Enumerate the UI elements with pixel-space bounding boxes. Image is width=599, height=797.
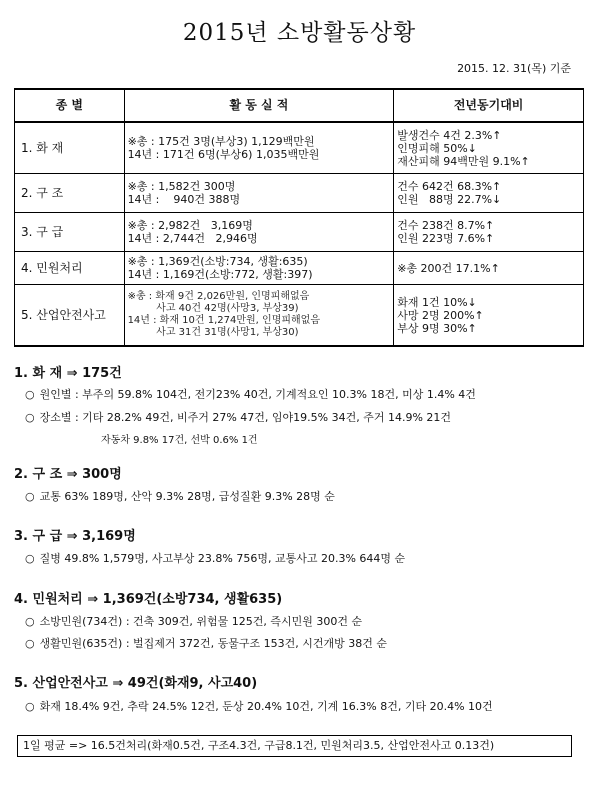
row-category: 5. 산업안전사고	[15, 285, 125, 347]
row-comparison	[394, 252, 584, 285]
row-comparison	[394, 122, 584, 174]
comparison-line: 발생건수 4건 2.3%↑	[397, 128, 502, 142]
comparison-line: 재산피해 94백만원 9.1%↑	[397, 154, 530, 168]
comparison-line: 화재 1건 10%↓	[397, 295, 477, 309]
performance-line: 14년 : 화재 10건 1,274만원, 인명피해없음	[127, 315, 321, 326]
row-comparison	[394, 285, 584, 347]
table-row	[15, 174, 584, 213]
performance-line: ※총 : 175건 3명(부상3) 1,129백만원	[127, 135, 315, 148]
performance-line: ※총 : 1,582건 300명	[127, 180, 236, 193]
section-heading-fire: 1. 화 재 ⇒ 175건	[14, 366, 122, 381]
item-text: 소방민원(734건) : 건축 309건, 위험물 125건, 즉시민원 300건 순	[39, 615, 363, 628]
item-text: 화재 18.4% 9건, 추락 24.5% 12건, 둔상 20.4% 10건, 기계 16.3% 8건, 기타 20.4% 10건	[39, 700, 493, 713]
item-text: 원인별 : 부주의 59.8% 104건, 전기23% 40건, 기계적요인 10.3% 18건, 미상 1.4% 4건	[39, 388, 476, 401]
item-text: 생활민원(635건) : 벌집제거 372건, 동물구조 153건, 시건개방 38건 순	[39, 637, 387, 650]
bullet-icon: ○	[25, 615, 35, 628]
comparison-line: 건수 642건 68.3%↑	[397, 180, 502, 193]
performance-line: 14년 : 2,744건 2,946명	[127, 232, 258, 245]
row-performance	[124, 174, 394, 213]
table-header-row	[15, 89, 584, 122]
section-heading-civil: 4. 민원처리 ⇒ 1,369건(소방734, 생활635)	[14, 592, 283, 607]
item-continuation: 자동차 9.8% 17건, 선박 0.6% 1건	[101, 435, 258, 446]
row-category: 4. 민원처리	[15, 252, 125, 285]
table-row	[15, 213, 584, 252]
item-text: 질병 49.8% 1,579명, 사고부상 23.8% 756명, 교통사고 20.3% 644명 순	[39, 552, 406, 565]
list-item	[25, 386, 476, 402]
comparison-line: ※총 200건 17.1%↑	[397, 261, 500, 275]
row-performance	[124, 122, 394, 174]
comparison-line: 부상 9명 30%↑	[397, 321, 477, 335]
row-comparison	[394, 174, 584, 213]
section-heading-rescue: 2. 구 조 ⇒ 300명	[14, 467, 122, 482]
bullet-icon: ○	[25, 388, 35, 401]
performance-line: ※총 : 1,369건(소방:734, 생활:635)	[127, 255, 308, 268]
bullet-icon: ○	[25, 490, 35, 503]
comparison-line: 인원 88명 22.7%↓	[397, 193, 502, 206]
header-category: 종 별	[15, 89, 125, 122]
list-item	[25, 409, 451, 425]
item-text: 교통 63% 189명, 산악 9.3% 28명, 급성질환 9.3% 28명 순	[39, 490, 335, 503]
row-performance	[124, 252, 394, 285]
list-item	[25, 613, 362, 629]
date-note: 2015. 12. 31(목) 기준	[457, 62, 571, 75]
bullet-icon: ○	[25, 637, 35, 650]
section-heading-ems: 3. 구 급 ⇒ 3,169명	[14, 529, 136, 544]
table-row	[15, 122, 584, 174]
item-text: 장소별 : 기타 28.2% 49건, 비주거 27% 47건, 임야19.5% 34건, 주거 14.9% 21건	[39, 411, 452, 424]
comparison-line: 인원 223명 7.6%↑	[397, 232, 495, 245]
section-heading-industrial: 5. 산업안전사고 ⇒ 49건(화재9, 사고40)	[14, 676, 258, 691]
row-performance	[124, 285, 394, 347]
performance-line: ※총 : 2,982건 3,169명	[127, 219, 253, 232]
page-title: 2015년 소방활동상황	[182, 20, 417, 46]
table-row	[15, 285, 584, 347]
row-performance	[124, 213, 394, 252]
activity-table	[14, 88, 584, 347]
row-category: 3. 구 급	[15, 213, 125, 252]
list-item	[25, 635, 387, 651]
performance-line: 사고 31건 31명(사망1, 부상30)	[127, 327, 299, 338]
list-item	[25, 550, 405, 566]
header-performance: 활 동 실 적	[124, 89, 394, 122]
performance-line: 14년 : 940건 388명	[127, 193, 241, 206]
list-item	[25, 698, 493, 714]
list-item	[25, 488, 335, 504]
performance-line: ※총 : 화재 9건 2,026만원, 인명피해없음	[127, 291, 310, 302]
row-category: 2. 구 조	[15, 174, 125, 213]
comparison-line: 사망 2명 200%↑	[397, 308, 484, 322]
comparison-line: 건수 238건 8.7%↑	[397, 219, 495, 232]
daily-average-box: 1일 평균 => 16.5건처리(화재0.5건, 구조4.3건, 구급8.1건, 민원처리3.5, 산업안전사고 0.13건)	[17, 735, 572, 757]
row-category: 1. 화 재	[15, 122, 125, 174]
bullet-icon: ○	[25, 411, 35, 424]
header-comparison: 전년동기대비	[394, 89, 584, 122]
performance-line: 사고 40건 42명(사망3, 부상39)	[127, 303, 299, 314]
performance-line: 14년 : 1,169건(소방:772, 생활:397)	[127, 268, 313, 281]
bullet-icon: ○	[25, 552, 35, 565]
row-comparison	[394, 213, 584, 252]
comparison-line: 인명피해 50%↓	[397, 141, 477, 155]
performance-line: 14년 : 171건 6명(부상6) 1,035백만원	[127, 148, 320, 161]
table-row	[15, 252, 584, 285]
bullet-icon: ○	[25, 700, 35, 713]
